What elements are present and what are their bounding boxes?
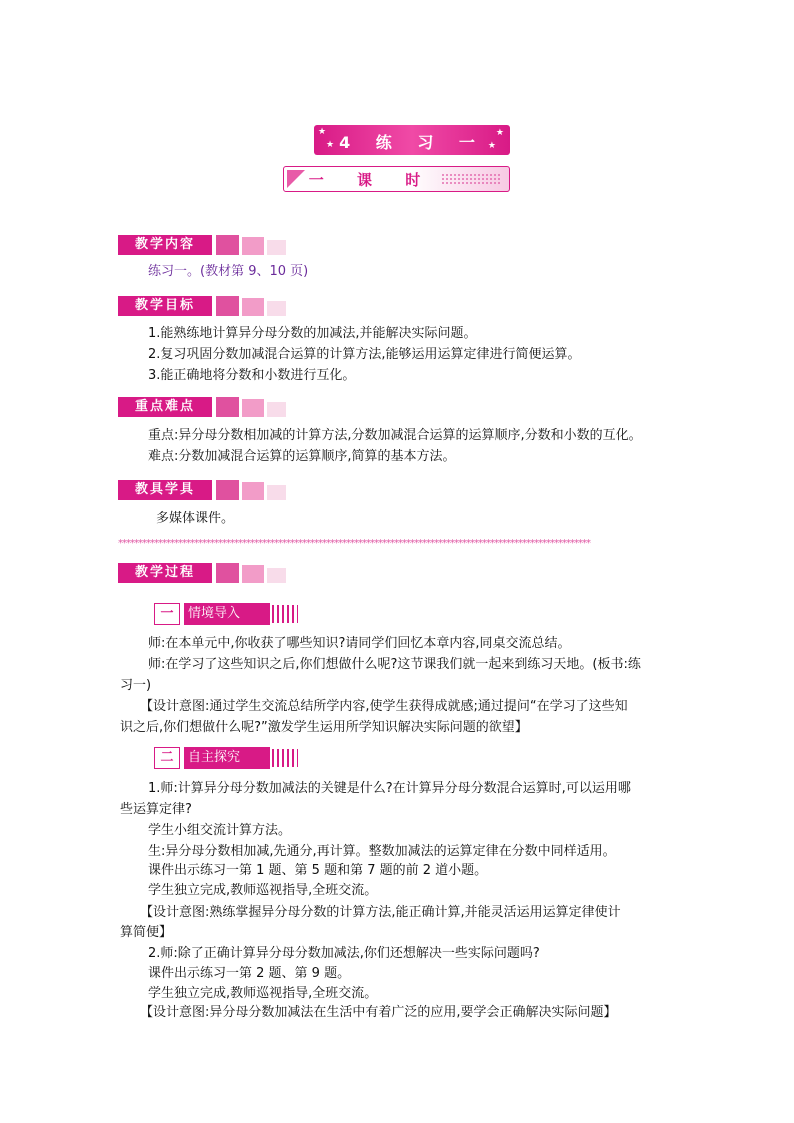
section-label: 教学内容	[118, 235, 212, 255]
step-name: 情境导入	[184, 603, 270, 625]
paragraph-line: 师:在本单元中,你收获了哪些知识?请同学们回忆本章内容,同桌交流总结。	[148, 636, 571, 651]
paragraph-line: 生:异分母分数相加减,先通分,再计算。整数加减法的运算定律在分数中同样适用。	[148, 844, 616, 859]
goal-item: 2.复习巩固分数加减混合运算的计算方法,能够运用运算定律进行简便运算。	[148, 347, 581, 362]
bar-decoration	[272, 749, 298, 767]
step-number: 一	[154, 603, 180, 625]
paragraph-line: 师:在学习了这些知识之后,你们想做什么呢?这节课我们就一起来到练习天地。(板书:练	[148, 657, 641, 672]
section-header-goals	[118, 296, 294, 316]
design-note-line: 【设计意图:通过学生交流总结所学内容,使学生获得成就感;通过提问“在学习了这些知	[140, 699, 628, 714]
lesson-subtitle: 一 课 时	[308, 171, 435, 189]
paragraph-line: 习一)	[120, 678, 152, 693]
section-header-tools	[118, 480, 294, 500]
paragraph-line: 课件出示练习一第 2 题、第 9 题。	[148, 966, 351, 981]
lesson-subtitle-box	[283, 166, 510, 192]
title-banner	[314, 125, 510, 155]
section-label: 教具学具	[118, 480, 212, 500]
step-header-explore	[154, 747, 298, 769]
goal-item: 3.能正确地将分数和小数进行互化。	[148, 368, 356, 383]
design-note-line: 算简便】	[120, 925, 173, 940]
tools-text: 多媒体课件。	[156, 511, 235, 526]
page-title: 4 练 习 一	[339, 133, 485, 152]
section-label: 教学过程	[118, 563, 212, 583]
paragraph-line: 课件出示练习一第 1 题、第 5 题和第 7 题的前 2 道小题。	[148, 863, 488, 878]
goal-item: 1.能熟练地计算异分母分数的加减法,并能解决实际问题。	[148, 326, 477, 341]
step-name: 自主探究	[184, 747, 270, 769]
star-icon: ★	[326, 140, 335, 150]
dot-pattern	[441, 173, 501, 185]
corner-decoration	[287, 170, 305, 188]
section-header-content	[118, 235, 294, 255]
key-point-item: 难点:分数加减混合运算的运算顺序,简算的基本方法。	[148, 449, 456, 464]
paragraph-line: 学生独立完成,教师巡视指导,全班交流。	[148, 986, 378, 1001]
design-note-line: 【设计意图:异分母分数加减法在生活中有着广泛的应用,要学会正确解决实际问题】	[140, 1005, 617, 1020]
design-note-line: 【设计意图:熟练掌握异分母分数的计算方法,能正确计算,并能灵活运用运算定律使计	[140, 905, 621, 920]
paragraph-line: 些运算定律?	[120, 802, 192, 817]
section-header-key-points	[118, 397, 294, 417]
star-icon: ★	[487, 141, 496, 151]
key-point-item: 重点:异分母分数相加减的计算方法,分数加减混合运算的运算顺序,分数和小数的互化。	[148, 428, 642, 443]
paragraph-line: 学生小组交流计算方法。	[148, 823, 292, 838]
star-icon: ★	[495, 128, 504, 138]
section-header-process	[118, 563, 294, 583]
paragraph-line: 1.师:计算异分母分数加减法的关键是什么?在计算异分母分数混合运算时,可以运用哪	[148, 781, 631, 796]
design-note-line: 识之后,你们想做什么呢?”激发学生运用所学知识解决实际问题的欲望】	[120, 720, 528, 735]
star-divider: **********************************************************************************************************************	[118, 538, 590, 549]
bar-decoration	[272, 605, 298, 623]
content-text: 练习一。(教材第 9、10 页)	[148, 264, 309, 279]
step-header-intro	[154, 603, 298, 625]
paragraph-line: 2.师:除了正确计算异分母分数加减法,你们还想解决一些实际问题吗?	[148, 946, 540, 961]
section-label: 重点难点	[118, 397, 212, 417]
star-icon: ★	[318, 127, 327, 137]
paragraph-line: 学生独立完成,教师巡视指导,全班交流。	[148, 883, 378, 898]
section-label: 教学目标	[118, 296, 212, 316]
step-number: 二	[154, 747, 180, 769]
